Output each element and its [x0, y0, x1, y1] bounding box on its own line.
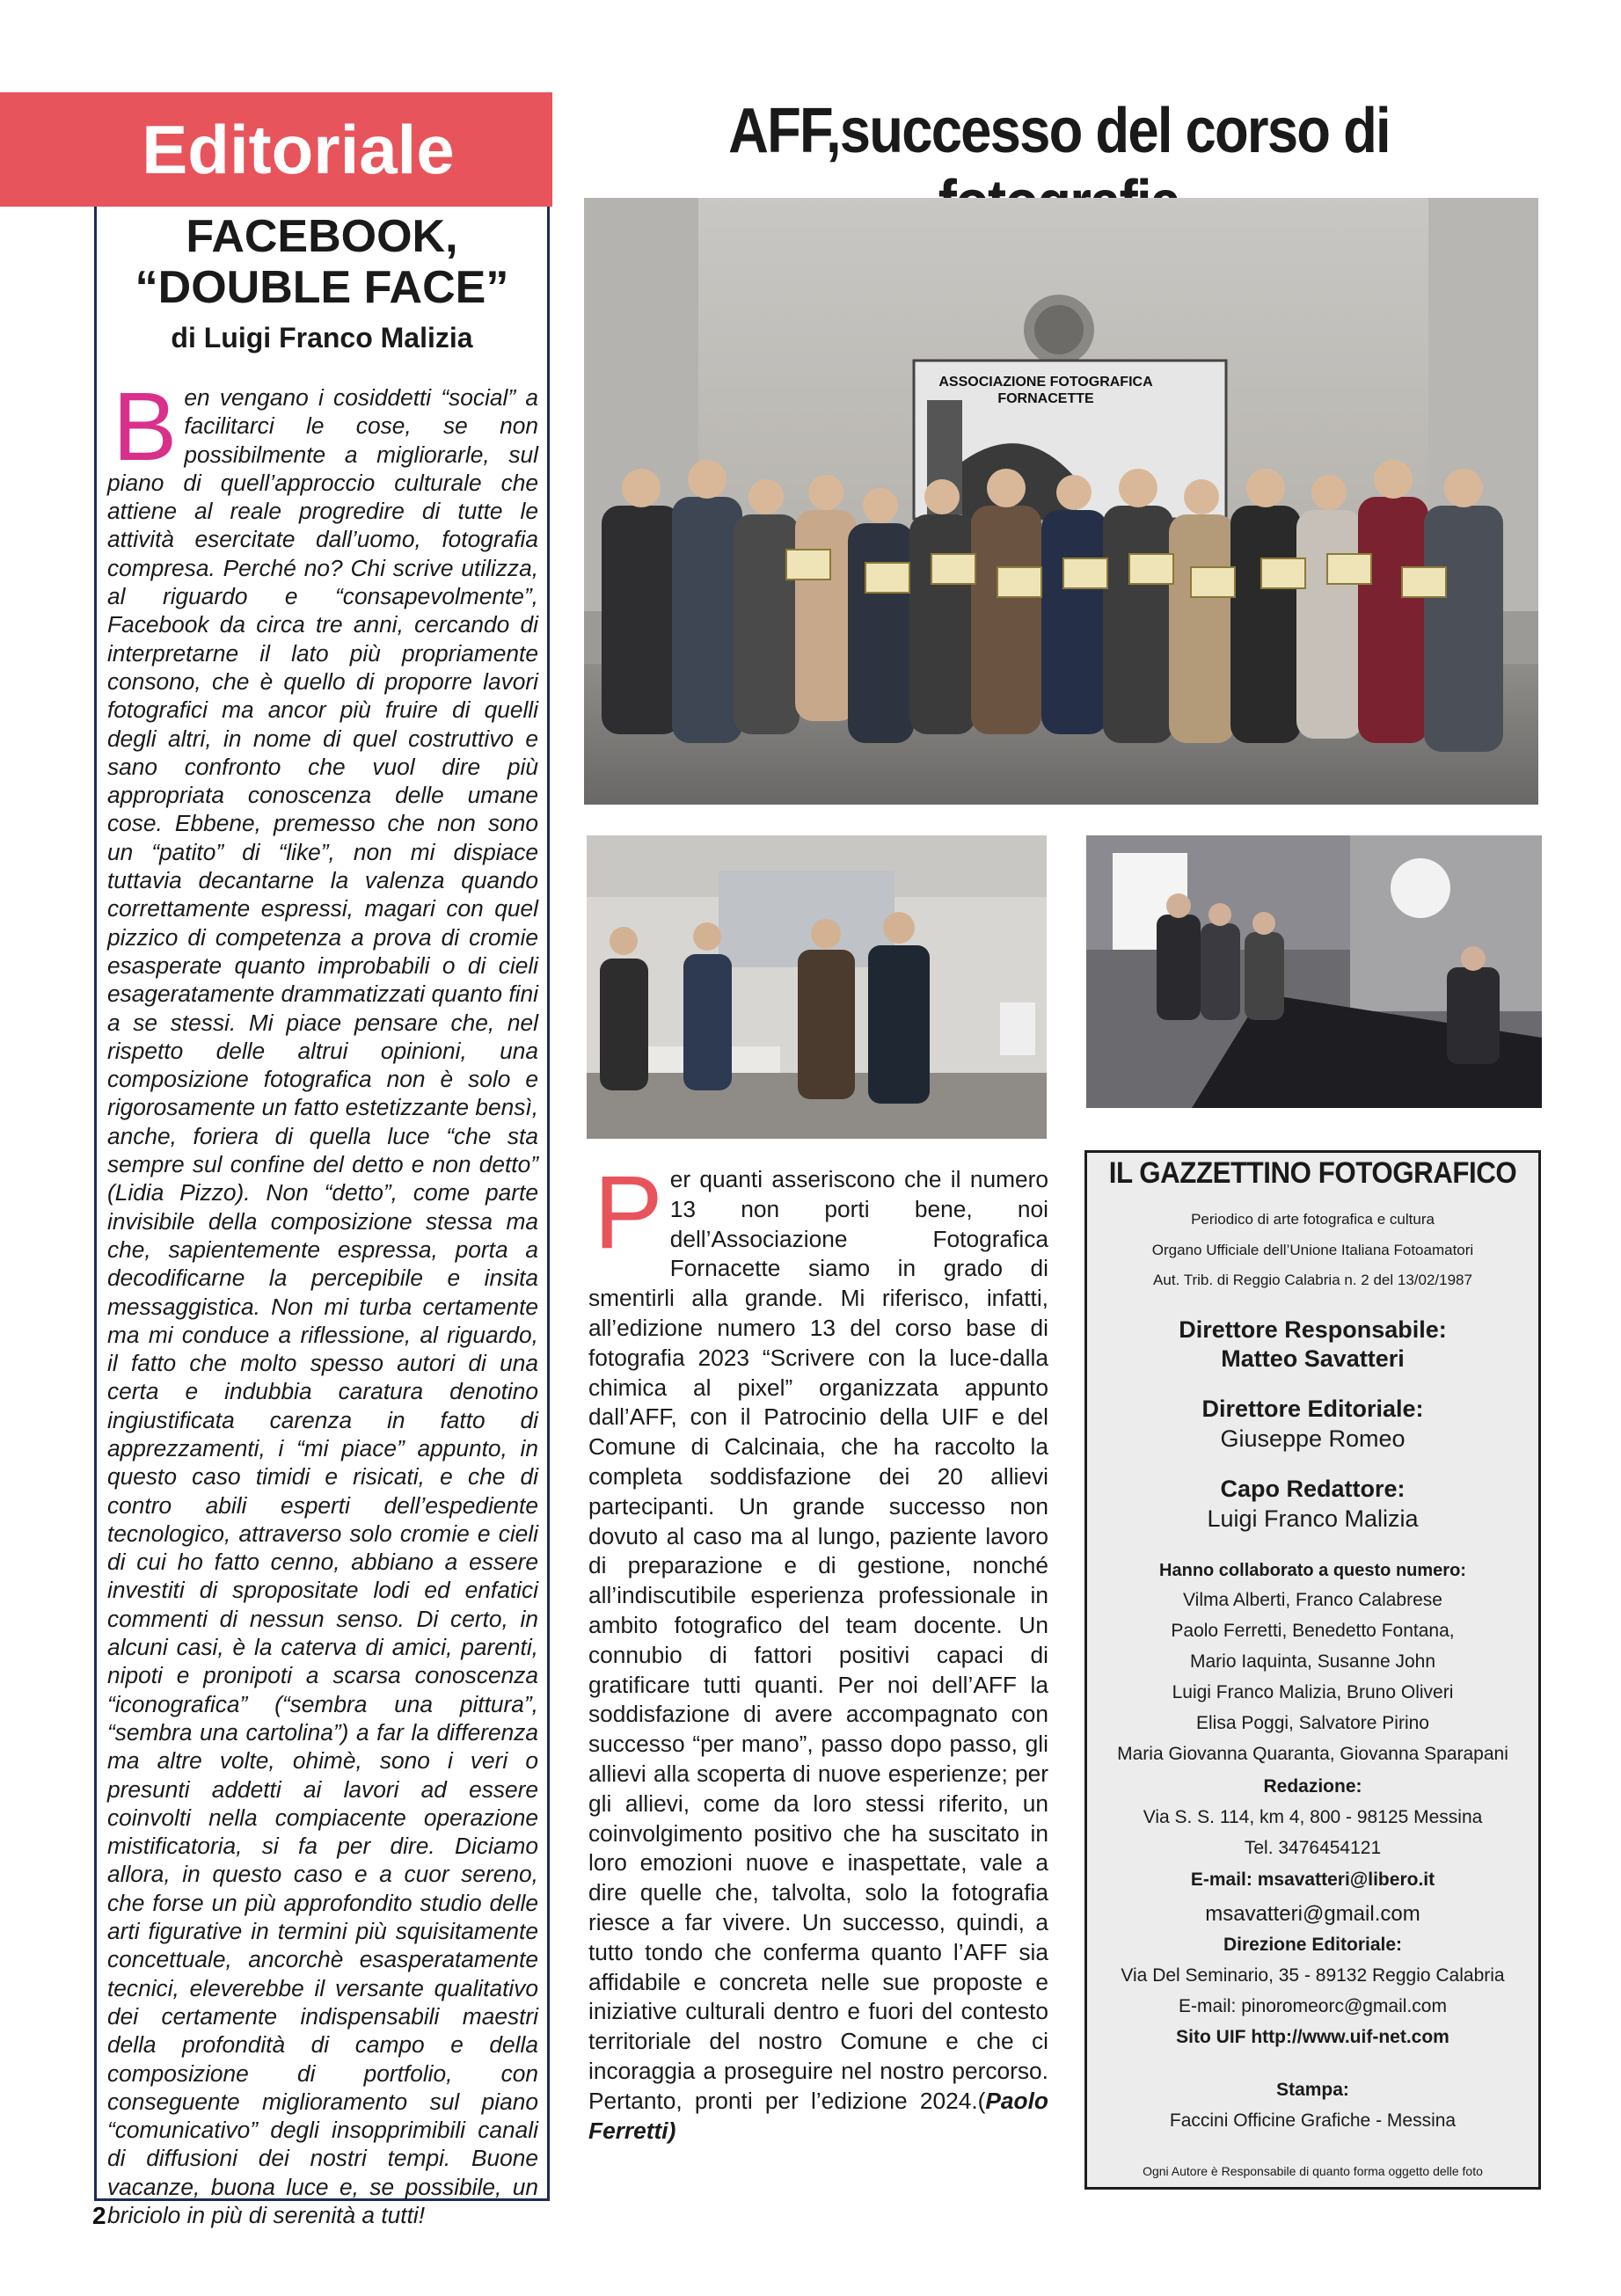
article-signature: Paolo Ferretti): [588, 2087, 1048, 2144]
director-name: Matteo Savatteri: [1221, 1345, 1405, 1372]
email-primary[interactable]: E-mail: msavatteri@libero.it: [1190, 1870, 1435, 1890]
collaborator-line: Mario Iaquinta, Susanne John: [1189, 1651, 1436, 1672]
masthead-subtitle-1: Periodico di arte fotografica e cultura: [1191, 1211, 1435, 1228]
telephone: Tel. 3476454121: [1244, 1838, 1382, 1858]
collaborator-line: Elisa Poggi, Salvatore Pirino: [1196, 1713, 1429, 1733]
article-headline: AFF,successo del corso di: [728, 96, 1390, 166]
print-label: Stampa:: [1276, 2080, 1349, 2100]
editorial-title: [94, 211, 550, 313]
email-secondary[interactable]: msavatteri@gmail.com: [1205, 1902, 1420, 1926]
page-number: 2: [92, 2202, 106, 2229]
masthead-title: IL GAZZETTINO FOTOGRAFICO: [1108, 1156, 1517, 1190]
group-photo: [584, 198, 1538, 805]
chief-editor-name: Luigi Franco Malizia: [1207, 1505, 1419, 1532]
collaborator-line: Luigi Franco Malizia, Bruno Oliveri: [1172, 1682, 1454, 1702]
article-body-text: er quanti asseriscono che il numero 13 non porti bene, noi dell’Associazione Fotografica Fornacette siamo in grado di smentirli alla grande. Mi riferisco, infatti, all’edizione numero 13 del corso base di fotografia 2023 “Scrivere con la luce-dalla chimica al pixel” organizzata appunto dall’AFF, con il Patrocinio della UIF e del Comune di Calcinaia, che ha raccolto la completa soddisfazione dei 20 allievi partecipanti. Un grande successo non dovuto al caso ma al lungo, paziente lavoro di preparazione e di gestione, nonché all’indiscutibile esperienza professionale in ambito fotografico del team docente. Un connubio di fattori positivi capaci di gratificare tutti quanti. Per noi dell’AFF la soddisfazione di avere accompagnato con successo “per mano”, passo dopo passo, gli allievi alla scoperta di nuove esperienze; per gli allievi, come da loro stessi riferito, un coinvolgimento positivo che ha suscitato in loro emozioni nuove e inaspettate, vale a dire quelle che, talvolta, solo la fotografia riesce a far vivere. Un successo, quindi, a tutto tondo che conferma quanto l’AFF sia affidabile e concreta nelle sue proposte e iniziative culturali dentro e fuori del contesto territoriale del nostro Comune e che ci incoraggia a proseguire nel nostro percorso. Pertanto, pronti per l’edizione 2024.(: [588, 1166, 1048, 2114]
editorial-direction-address: Via Del Seminario, 35 - 89132 Reggio Calabria: [1121, 1965, 1505, 1986]
editorial-banner-label: Editoriale: [142, 110, 455, 188]
photo-sign-text: ASSOCIAZIONE FOTOGRAFICA FORNACETTE: [938, 375, 1153, 406]
email-editorial[interactable]: E-mail: pinoromeorc@gmail.com: [1179, 1996, 1447, 2016]
masthead-footer: Ogni Autore è Responsabile di quanto forma oggetto delle foto: [1143, 2164, 1483, 2178]
redazione-label: Redazione:: [1263, 1776, 1362, 1797]
printer-name: Faccini Officine Grafiche - Messina: [1169, 2110, 1457, 2131]
article-dropcap: P: [594, 1155, 663, 1271]
editorial-banner: [0, 92, 552, 207]
collaborator-line: Paolo Ferretti, Benedetto Fontana,: [1171, 1621, 1455, 1641]
editorial-body: [107, 373, 538, 2229]
article-body: [588, 1155, 1048, 2146]
editorial-body-text: en vengano i cosiddetti “social” a facilitarci le cose, se non possibilmente a migliorarle, sul piano di quell’approccio culturale che attiene al reale progredire di tutte le attività esercitate dall’uomo, fotografia compresa. Perché no? Chi scrive utilizza, al riguardo e “consapevolmente”, Facebook da circa tre anni, cercando di interpretarne il lato più propriamente consono, che è quello di proporre lavori fotografici ma ancor più fruire di quelli degli altri, in nome di quel costruttivo e sano confronto che vuol dire più appropriata conoscenza delle umane cose. Ebbene, premesso che non sono un “patito” di “like”, non mi dispiace tuttavia decantarne la valenza quando correttamente espressi, magari con quel pizzico di competenza a prova di cromie esasperate quanto improbabili o di cieli esageratamente drammatizzati quanto fini a se stessi. Mi piace pensare che, nel rispetto delle altrui opinioni, una composizione fotografica non è solo e rigorosamente un fatto estetizzante bensì, anche, foriera di quella luce “che sta sempre sul confine del detto e non detto” (Lidia Pizzo). Non “detto”, come parte invisibile della composizione stessa ma che, sapientemente espressa, porta a decodificarne la percepibile e insita messaggistica. Non mi turba certamente ma mi conduce a riflessione, al riguardo, il fatto che molto spesso autori di una certa e indubbia caratura denotino ingiustificata carenza in fatto di apprezzamenti, i “mi piace” appunto, in questo caso timidi e risicati, e che di contro abili esperti dell’espediente tecnologico, attraverso solo cromie e cieli di cui ho fatto cenno, abbiano a essere investiti di spropositate lodi ed enfatici commenti di nessun senso. Di certo, in alcuni casi, è la caterva di amici, parenti, nipoti e pronipoti a scarsa conoscenza “iconografica” (“sembra una pittura”, “sembra una cartolina”) a far la differenza ma altre volte, ohimè, sono i veri o presunti addetti ai lavori ad essere coinvolti nella compiacente operazione mistificatoria, si fa per dire. Diciamo allora, in questo caso e a cuor sereno, che forse un più approfondito studio delle arti figurative in termini più squisitamente concettuale, ancorchè esasperatamente tecnici, eleverebbe il versante qualitativo dei certamente indispensabili maestri della profondità di campo e della composizione di portfolio, con conseguente miglioramento sul piano “comunicativo” degli insopprimibili canali di diffusioni dei nostri tempi. Buone vacanze, buona luce e, se possibile, un briciolo in più di serenità a tutti!: [107, 384, 538, 2228]
award-photo: [587, 835, 1047, 1139]
studio-photo: [1086, 835, 1542, 1108]
editorial-author: di Luigi Franco Malizia: [171, 322, 473, 354]
collaborators-label: Hanno collaborato a questo numero:: [1159, 1561, 1466, 1580]
redazione-address: Via S. S. 114, km 4, 800 - 98125 Messina: [1143, 1807, 1483, 1827]
chief-editor-label: Capo Redattore:: [1220, 1476, 1406, 1502]
website-link[interactable]: Sito UIF http://www.uif-net.com: [1176, 2027, 1449, 2047]
editorial-director-name: Giuseppe Romeo: [1220, 1425, 1406, 1452]
collaborator-line: Vilma Alberti, Franco Calabrese: [1183, 1590, 1442, 1610]
masthead-subtitle-2: Organo Ufficiale dell’Unione Italiana Fotoamatori: [1151, 1242, 1474, 1258]
editorial-director-label: Direttore Editoriale:: [1201, 1396, 1424, 1422]
director-label: Direttore Responsabile:: [1179, 1316, 1447, 1343]
editorial-dropcap: B: [113, 373, 178, 481]
masthead-subtitle-3: Aut. Trib. di Reggio Calabria n. 2 del 13/02/1987: [1153, 1272, 1472, 1288]
editorial-direction-label: Direzione Editoriale:: [1223, 1935, 1403, 1955]
editorial-title-line1: FACEBOOK,: [186, 211, 458, 262]
collaborator-line: Maria Giovanna Quaranta, Giovanna Sparapani: [1117, 1744, 1508, 1764]
editorial-title-line2: “DOUBLE FACE”: [135, 262, 509, 313]
